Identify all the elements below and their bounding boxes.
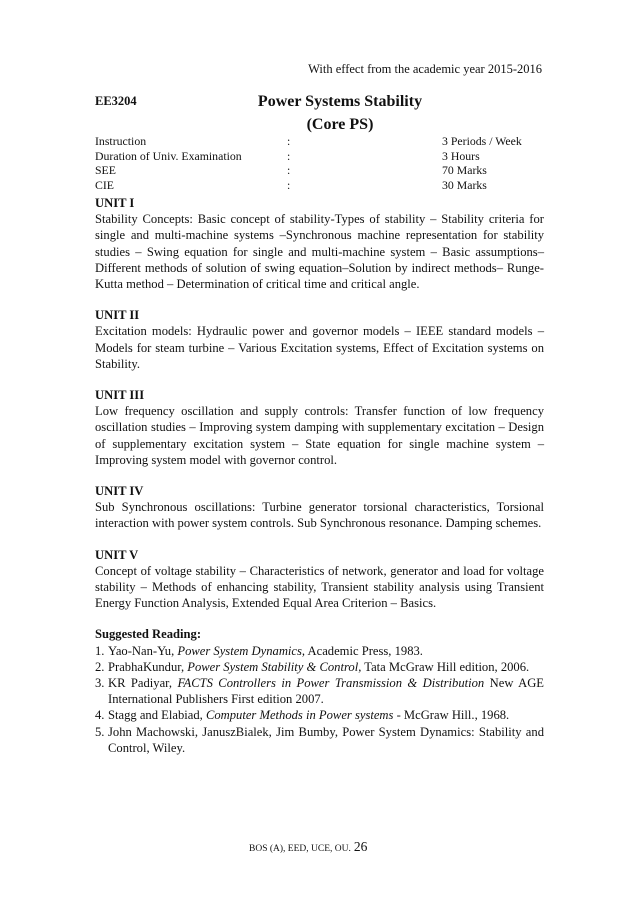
unit-title: UNIT II	[95, 308, 140, 323]
unit-description: Excitation models: Hydraulic power and governor models – IEEE standard models – Models for steam turbine – Various Excitation systems, Effect of Excitation systems on Stability.	[95, 324, 544, 371]
course-meta-table	[95, 134, 545, 192]
reference-authors: KR Padiyar,	[108, 676, 178, 691]
reference-authors: PrabhaKundur,	[108, 659, 188, 674]
reference-publisher: - McGraw Hill., 1968.	[393, 708, 510, 723]
meta-row	[95, 149, 545, 164]
unit-description: Sub Synchronous oscillations: Turbine generator torsional characteristics, Torsional interaction with power system controls. Sub Synchronous resonance. Damping schemes.	[95, 500, 544, 531]
reference-publisher: Academic Press, 1983.	[305, 643, 423, 658]
meta-value: 3 Hours	[442, 148, 480, 163]
course-title: Power Systems Stability	[257, 93, 423, 110]
reference-authors: Stagg and Elabiad,	[108, 708, 206, 723]
list-item	[95, 724, 544, 756]
reference-text	[108, 643, 544, 659]
meta-label: CIE	[95, 177, 115, 192]
reference-title: Power System Dynamics,	[177, 643, 306, 658]
unit-section	[95, 195, 544, 292]
unit-title: UNIT IV	[95, 484, 144, 499]
unit-description: Low frequency oscillation and supply controls: Transfer function of low frequency oscillation studies – Improving system damping with supplementary excitation – Design of supplementary excitation system – State equation for single machine system – Improving system model with governor control.	[95, 404, 544, 467]
reference-title: Power System Stability & Control,	[187, 659, 362, 674]
list-item-number: 5.	[95, 724, 105, 739]
reference-title: Computer Methods in Power systems	[205, 708, 394, 723]
syllabus-content	[95, 195, 544, 756]
meta-row	[95, 134, 545, 149]
reference-text	[108, 724, 544, 756]
unit-section	[95, 547, 544, 612]
unit-title: UNIT III	[95, 388, 145, 403]
list-item	[95, 675, 544, 707]
meta-separator: :	[287, 148, 291, 163]
unit-title: UNIT V	[95, 547, 139, 562]
meta-label: Duration of Univ. Examination	[95, 148, 242, 163]
page-number: 26	[353, 839, 368, 854]
meta-value: 70 Marks	[442, 163, 487, 177]
unit-description: Stability Concepts: Basic concept of stability-Types of stability – Stability criteria for single and multi-machine systems –Synchronous machine representation for stability studies – Swing equation for single and multi-machine system – Basic assumptions– Different methods of solution of swing equation–Solution by indirect methods– Runge-Kutta method – Determination of critical time and critical angle.	[95, 212, 544, 292]
meta-value: 30 Marks	[442, 177, 487, 192]
unit-section	[95, 307, 544, 372]
meta-label: SEE	[95, 163, 116, 177]
list-item-number: 2.	[95, 659, 105, 674]
reference-text	[108, 675, 544, 707]
unit-section	[95, 483, 544, 532]
meta-label: Instruction	[95, 134, 147, 148]
list-item-number: 1.	[95, 643, 105, 658]
footer-text: BOS (A), EED, UCE, OU.	[249, 844, 351, 854]
course-subtitle: (Core PS)	[306, 116, 374, 133]
page-footer	[249, 839, 367, 855]
meta-separator: :	[287, 163, 291, 177]
reference-publisher: Tata McGraw Hill edition, 2006.	[361, 659, 530, 674]
meta-separator: :	[287, 134, 291, 148]
reference-text	[108, 659, 544, 675]
academic-year-note: With effect from the academic year 2015-2016	[308, 62, 542, 76]
meta-row	[95, 163, 545, 178]
meta-separator: :	[287, 177, 291, 192]
list-item-number: 3.	[95, 676, 105, 691]
course-code: EE3204	[95, 94, 137, 108]
suggested-reading-list	[95, 643, 544, 756]
list-item	[95, 659, 544, 675]
suggested-reading-title: Suggested Reading:	[95, 627, 202, 642]
list-item	[95, 643, 544, 659]
unit-description: Concept of voltage stability – Characteristics of network, generator and load for voltage stability – Methods of enhancing stability, Transient stability analysis using Transient Energy Function Analysis, Extended Equal Area Criterion – Basics.	[95, 563, 544, 611]
reference-authors: Yao-Nan-Yu,	[108, 643, 178, 658]
reference-publisher: New AGE International Publishers First edition 2007.	[108, 676, 545, 707]
reference-text	[108, 707, 544, 723]
reference-authors: John Machowski, JanuszBialek, Jim Bumby, Power System Dynamics: Stability and Control, Wiley.	[108, 724, 544, 755]
list-item	[95, 707, 544, 723]
meta-row	[95, 178, 545, 193]
list-item-number: 4.	[95, 708, 105, 723]
meta-value: 3 Periods / Week	[442, 134, 522, 148]
unit-section	[95, 387, 544, 468]
unit-title: UNIT I	[95, 196, 135, 210]
course-title-block	[230, 90, 450, 136]
reference-title: FACTS Controllers in Power Transmission & Distribution	[177, 676, 485, 691]
